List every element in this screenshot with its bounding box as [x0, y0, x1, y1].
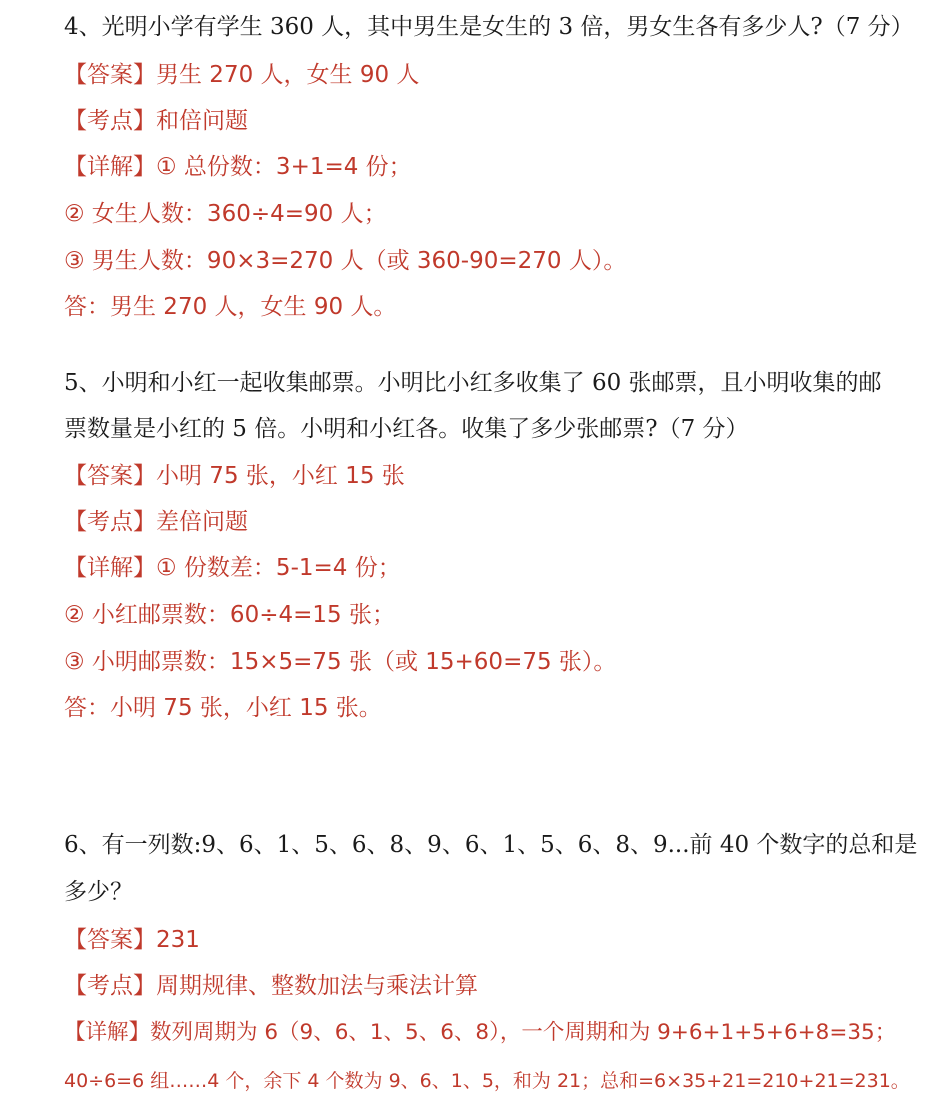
- q4-detail-step-2: ② 女生人数：360÷4=90 人；: [64, 201, 387, 227]
- q6-detail-line-1: 【详解】数列周期为 6（9、6、1、5、6、8），一个周期和为 9+6+1+5+6+8=35；: [64, 1020, 897, 1045]
- q6-detail-line-2: 40÷6=6 组……4 个，余下 4 个数为 9、6、1、5，和为 21；总和=6×35+21=210+21=231。: [64, 1070, 910, 1092]
- question-4: 4、光明小学有学生 360 人，其中男生是女生的 3 倍，男女生各有多少人?（7 分）: [64, 14, 914, 40]
- q4-detail-step-3: ③ 男生人数：90×3=270 人（或 360-90=270 人）。: [64, 248, 627, 274]
- q4-answer: 【答案】男生 270 人，女生 90 人: [64, 62, 420, 88]
- question-6-line-1: 6、有一列数:9、6、1、5、6、8、9、6、1、5、6、8、9...前 40 个数字的总和是: [64, 832, 918, 858]
- q5-final-answer: 答：小明 75 张，小红 15 张。: [64, 695, 382, 721]
- q4-final-answer: 答：男生 270 人，女生 90 人。: [64, 294, 397, 320]
- question-6-line-2: 多少？: [64, 879, 133, 905]
- q5-detail-step-1: 【详解】① 份数差：5-1=4 份；: [64, 555, 401, 581]
- q6-answer: 【答案】231: [64, 927, 200, 953]
- q5-detail-step-2: ② 小红邮票数：60÷4=15 张；: [64, 602, 395, 628]
- q4-topic: 【考点】和倍问题: [64, 108, 248, 134]
- q4-detail-step-1: 【详解】① 总份数：3+1=4 份；: [64, 154, 412, 180]
- q6-topic: 【考点】周期规律、整数加法与乘法计算: [64, 973, 478, 999]
- q5-answer: 【答案】小明 75 张，小红 15 张: [64, 463, 405, 489]
- question-5-line-2: 票数量是小红的 5 倍。小明和小红各。收集了多少张邮票?（7 分）: [64, 416, 749, 442]
- question-5-line-1: 5、小明和小红一起收集邮票。小明比小红多收集了 60 张邮票，且小明收集的邮: [64, 370, 882, 396]
- q5-topic: 【考点】差倍问题: [64, 509, 248, 535]
- q5-detail-step-3: ③ 小明邮票数：15×5=75 张（或 15+60=75 张）。: [64, 649, 617, 675]
